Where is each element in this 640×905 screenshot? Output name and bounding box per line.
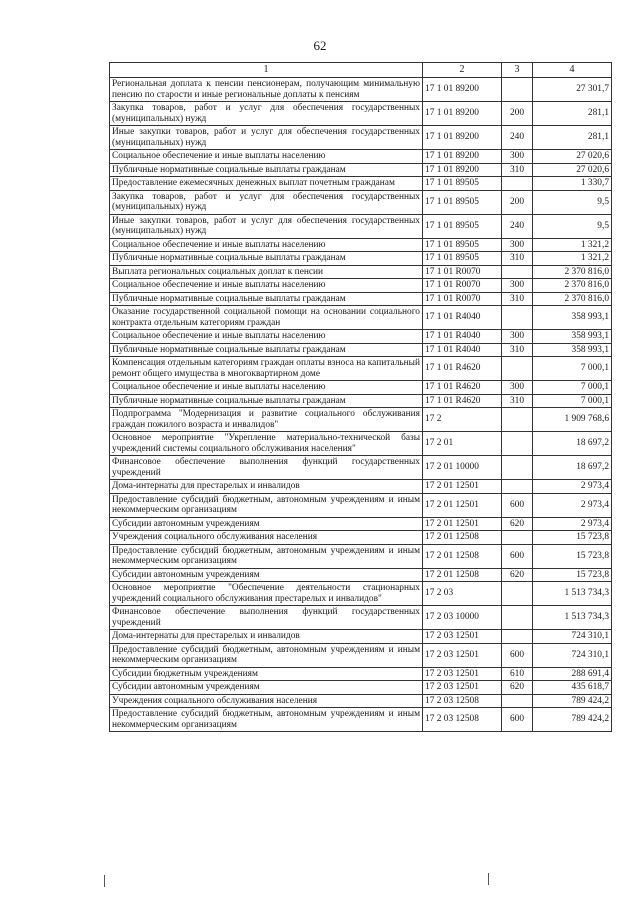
cell-code: 17 2 03 12501 bbox=[423, 681, 502, 695]
cell-code: 17 1 01 89200 bbox=[423, 78, 502, 102]
cell-type: 600 bbox=[502, 643, 533, 667]
cell-sum: 2 973,4 bbox=[533, 480, 612, 494]
cell-type: 610 bbox=[502, 667, 533, 681]
table-row bbox=[110, 517, 612, 531]
cell-name: Иные закупки товаров, работ и услуг для обеспечения государственных (муниципальных) нужд bbox=[110, 126, 423, 150]
cell-name: Основное мероприятие "Укрепление материально-технической базы учреждений системы социального обслуживания населения" bbox=[110, 432, 423, 456]
cell-type: 300 bbox=[502, 279, 533, 293]
cell-name: Предоставление ежемесячных денежных выплат почетным гражданам bbox=[110, 177, 423, 191]
cell-name: Основное мероприятие "Обеспечение деятельности стационарных учреждений социального обслуживания престарелых и инвалидов" bbox=[110, 582, 423, 606]
table-row bbox=[110, 78, 612, 102]
cell-type: 620 bbox=[502, 568, 533, 582]
cell-code: 17 2 03 10000 bbox=[423, 606, 502, 630]
table-row bbox=[110, 126, 612, 150]
cell-name: Закупка товаров, работ и услуг для обеспечения государственных (муниципальных) нужд bbox=[110, 190, 423, 214]
cell-name: Предоставление субсидий бюджетным, автономным учреждениям и иным некоммерческим организациям bbox=[110, 643, 423, 667]
cell-type: 240 bbox=[502, 214, 533, 238]
cell-name: Оказание государственной социальной помощи на основании социального контракта отдельным категориям граждан bbox=[110, 306, 423, 330]
cell-sum: 18 697,2 bbox=[533, 456, 612, 480]
table-header-row bbox=[110, 63, 612, 78]
cell-type bbox=[502, 582, 533, 606]
cell-name: Предоставление субсидий бюджетным, автономным учреждениям и иным некоммерческим организациям bbox=[110, 493, 423, 517]
cell-name: Субсидии автономным учреждениям bbox=[110, 681, 423, 695]
cell-name: Дома-интернаты для престарелых и инвалидов bbox=[110, 480, 423, 494]
cell-sum: 15 723,8 bbox=[533, 544, 612, 568]
cell-code: 17 1 01 89505 bbox=[423, 214, 502, 238]
cell-code: 17 1 01 R0070 bbox=[423, 292, 502, 306]
cell-code: 17 2 01 12501 bbox=[423, 517, 502, 531]
cell-sum: 358 993,1 bbox=[533, 330, 612, 344]
cell-code: 17 2 03 12501 bbox=[423, 643, 502, 667]
cell-sum: 2 370 816,0 bbox=[533, 279, 612, 293]
table-row bbox=[110, 214, 612, 238]
cell-code: 17 2 01 12508 bbox=[423, 544, 502, 568]
cell-name: Социальное обеспечение и иные выплаты населению bbox=[110, 381, 423, 395]
cell-type: 620 bbox=[502, 681, 533, 695]
table-row bbox=[110, 102, 612, 126]
cell-type bbox=[502, 606, 533, 630]
cell-sum: 789 424,2 bbox=[533, 708, 612, 732]
cell-type bbox=[502, 408, 533, 432]
table-row bbox=[110, 630, 612, 644]
cell-sum: 1 513 734,3 bbox=[533, 582, 612, 606]
cell-name: Социальное обеспечение и иные выплаты населению bbox=[110, 150, 423, 164]
cell-code: 17 1 01 89200 bbox=[423, 163, 502, 177]
cell-type: 600 bbox=[502, 544, 533, 568]
budget-table bbox=[109, 62, 612, 732]
cell-sum: 2 370 816,0 bbox=[533, 265, 612, 279]
cell-sum: 2 973,4 bbox=[533, 517, 612, 531]
cell-code: 17 1 01 R0070 bbox=[423, 265, 502, 279]
cell-type: 600 bbox=[502, 493, 533, 517]
cell-code: 17 1 01 R4040 bbox=[423, 343, 502, 357]
cell-name: Социальное обеспечение и иные выплаты населению bbox=[110, 279, 423, 293]
cell-name: Иные закупки товаров, работ и услуг для обеспечения государственных (муниципальных) нужд bbox=[110, 214, 423, 238]
cell-sum: 435 618,7 bbox=[533, 681, 612, 695]
cell-type bbox=[502, 456, 533, 480]
cell-code: 17 2 03 bbox=[423, 582, 502, 606]
scan-mark-left bbox=[104, 875, 105, 887]
cell-name: Публичные нормативные социальные выплаты гражданам bbox=[110, 163, 423, 177]
cell-code: 17 1 01 R4040 bbox=[423, 330, 502, 344]
cell-type: 240 bbox=[502, 126, 533, 150]
cell-type: 200 bbox=[502, 190, 533, 214]
cell-name: Публичные нормативные социальные выплаты гражданам bbox=[110, 292, 423, 306]
table-row bbox=[110, 408, 612, 432]
cell-type bbox=[502, 177, 533, 191]
table-row bbox=[110, 493, 612, 517]
cell-code: 17 1 01 R0070 bbox=[423, 279, 502, 293]
cell-code: 17 2 01 10000 bbox=[423, 456, 502, 480]
cell-code: 17 1 01 89505 bbox=[423, 190, 502, 214]
header-col-name: 1 bbox=[110, 63, 423, 78]
table-row bbox=[110, 330, 612, 344]
table-row bbox=[110, 343, 612, 357]
table-row bbox=[110, 582, 612, 606]
cell-sum: 2 370 816,0 bbox=[533, 292, 612, 306]
table-body bbox=[110, 78, 612, 732]
cell-type bbox=[502, 265, 533, 279]
cell-code: 17 2 03 12501 bbox=[423, 630, 502, 644]
cell-code: 17 2 01 12508 bbox=[423, 531, 502, 545]
cell-name: Подпрограмма "Модернизация и развитие социального обслуживания граждан пожилого возраста и инвалидов" bbox=[110, 408, 423, 432]
cell-type: 300 bbox=[502, 150, 533, 164]
table-row bbox=[110, 456, 612, 480]
cell-sum: 9,5 bbox=[533, 190, 612, 214]
cell-type: 620 bbox=[502, 517, 533, 531]
cell-type bbox=[502, 78, 533, 102]
cell-name: Публичные нормативные социальные выплаты гражданам bbox=[110, 252, 423, 266]
cell-sum: 7 000,1 bbox=[533, 394, 612, 408]
table-row bbox=[110, 694, 612, 708]
table-row bbox=[110, 681, 612, 695]
cell-sum: 1 513 734,3 bbox=[533, 606, 612, 630]
cell-name: Предоставление субсидий бюджетным, автономным учреждениям и иным некоммерческим организациям bbox=[110, 708, 423, 732]
cell-name: Компенсация отдельным категориям граждан оплаты взноса на капитальный ремонт общего имущества в многоквартирном доме bbox=[110, 357, 423, 381]
cell-sum: 2 973,4 bbox=[533, 493, 612, 517]
cell-sum: 281,1 bbox=[533, 126, 612, 150]
cell-name: Региональная доплата к пенсии пенсионерам, получающим минимальную пенсию по старости и иные региональные доплаты к пенсиям bbox=[110, 78, 423, 102]
table-row bbox=[110, 150, 612, 164]
cell-sum: 15 723,8 bbox=[533, 568, 612, 582]
page-number: 62 bbox=[313, 38, 327, 53]
table-row bbox=[110, 279, 612, 293]
cell-code: 17 2 01 12508 bbox=[423, 568, 502, 582]
table-row bbox=[110, 163, 612, 177]
header-col-sum: 4 bbox=[533, 63, 612, 78]
table-row bbox=[110, 568, 612, 582]
table-row bbox=[110, 432, 612, 456]
cell-sum: 1 321,2 bbox=[533, 238, 612, 252]
table-row bbox=[110, 667, 612, 681]
cell-type: 300 bbox=[502, 381, 533, 395]
cell-code: 17 1 01 89200 bbox=[423, 102, 502, 126]
cell-sum: 27 020,6 bbox=[533, 150, 612, 164]
cell-sum: 358 993,1 bbox=[533, 306, 612, 330]
cell-name: Закупка товаров, работ и услуг для обеспечения государственных (муниципальных) нужд bbox=[110, 102, 423, 126]
cell-name: Субсидии автономным учреждениям bbox=[110, 517, 423, 531]
cell-sum: 724 310,1 bbox=[533, 643, 612, 667]
table-row bbox=[110, 531, 612, 545]
cell-name: Дома-интернаты для престарелых и инвалидов bbox=[110, 630, 423, 644]
cell-type bbox=[502, 357, 533, 381]
cell-type bbox=[502, 630, 533, 644]
cell-name: Социальное обеспечение и иные выплаты населению bbox=[110, 330, 423, 344]
table-row bbox=[110, 708, 612, 732]
cell-code: 17 1 01 R4620 bbox=[423, 381, 502, 395]
cell-code: 17 1 01 89505 bbox=[423, 238, 502, 252]
cell-type: 310 bbox=[502, 343, 533, 357]
cell-code: 17 1 01 R4040 bbox=[423, 306, 502, 330]
table-row bbox=[110, 643, 612, 667]
cell-type: 200 bbox=[502, 102, 533, 126]
cell-code: 17 2 01 12501 bbox=[423, 480, 502, 494]
cell-name: Финансовое обеспечение выполнения функций государственных учреждений bbox=[110, 606, 423, 630]
cell-name: Финансовое обеспечение выполнения функций государственных учреждений bbox=[110, 456, 423, 480]
cell-name: Субсидии бюджетным учреждениям bbox=[110, 667, 423, 681]
table-row bbox=[110, 544, 612, 568]
cell-code: 17 2 01 bbox=[423, 432, 502, 456]
cell-name: Публичные нормативные социальные выплаты гражданам bbox=[110, 394, 423, 408]
cell-name: Предоставление субсидий бюджетным, автономным учреждениям и иным некоммерческим организациям bbox=[110, 544, 423, 568]
cell-sum: 358 993,1 bbox=[533, 343, 612, 357]
cell-code: 17 1 01 R4620 bbox=[423, 394, 502, 408]
cell-sum: 27 301,7 bbox=[533, 78, 612, 102]
table-row bbox=[110, 190, 612, 214]
cell-code: 17 2 03 12508 bbox=[423, 694, 502, 708]
table-row bbox=[110, 357, 612, 381]
header-col-code: 2 bbox=[423, 63, 502, 78]
table-row bbox=[110, 265, 612, 279]
table-row bbox=[110, 480, 612, 494]
cell-code: 17 2 01 12501 bbox=[423, 493, 502, 517]
header-col-type: 3 bbox=[502, 63, 533, 78]
table-row bbox=[110, 306, 612, 330]
cell-type bbox=[502, 432, 533, 456]
cell-code: 17 1 01 89200 bbox=[423, 126, 502, 150]
cell-sum: 1 909 768,6 bbox=[533, 408, 612, 432]
cell-sum: 7 000,1 bbox=[533, 381, 612, 395]
cell-type: 310 bbox=[502, 163, 533, 177]
cell-sum: 724 310,1 bbox=[533, 630, 612, 644]
table-row bbox=[110, 238, 612, 252]
cell-sum: 281,1 bbox=[533, 102, 612, 126]
cell-code: 17 1 01 89505 bbox=[423, 252, 502, 266]
cell-name: Выплата региональных социальных доплат к пенсии bbox=[110, 265, 423, 279]
cell-type bbox=[502, 694, 533, 708]
scan-mark-center bbox=[488, 873, 489, 885]
cell-sum: 18 697,2 bbox=[533, 432, 612, 456]
cell-type: 600 bbox=[502, 708, 533, 732]
cell-type bbox=[502, 480, 533, 494]
table-row bbox=[110, 177, 612, 191]
cell-name: Социальное обеспечение и иные выплаты населению bbox=[110, 238, 423, 252]
cell-sum: 7 000,1 bbox=[533, 357, 612, 381]
cell-code: 17 1 01 89505 bbox=[423, 177, 502, 191]
cell-type: 310 bbox=[502, 292, 533, 306]
cell-sum: 15 723,8 bbox=[533, 531, 612, 545]
cell-code: 17 2 03 12508 bbox=[423, 708, 502, 732]
table-row bbox=[110, 252, 612, 266]
cell-type: 300 bbox=[502, 238, 533, 252]
cell-sum: 27 020,6 bbox=[533, 163, 612, 177]
cell-name: Учреждения социального обслуживания населения bbox=[110, 694, 423, 708]
table-row bbox=[110, 394, 612, 408]
cell-name: Публичные нормативные социальные выплаты гражданам bbox=[110, 343, 423, 357]
table-row bbox=[110, 381, 612, 395]
cell-type bbox=[502, 531, 533, 545]
cell-code: 17 1 01 R4620 bbox=[423, 357, 502, 381]
cell-name: Учреждения социального обслуживания населения bbox=[110, 531, 423, 545]
cell-sum: 9,5 bbox=[533, 214, 612, 238]
cell-type bbox=[502, 306, 533, 330]
cell-type: 310 bbox=[502, 252, 533, 266]
cell-type: 300 bbox=[502, 330, 533, 344]
cell-code: 17 2 03 12501 bbox=[423, 667, 502, 681]
cell-type: 310 bbox=[502, 394, 533, 408]
table-row bbox=[110, 292, 612, 306]
table-row bbox=[110, 606, 612, 630]
cell-name: Субсидии автономным учреждениям bbox=[110, 568, 423, 582]
cell-sum: 1 321,2 bbox=[533, 252, 612, 266]
cell-sum: 1 330,7 bbox=[533, 177, 612, 191]
cell-sum: 789 424,2 bbox=[533, 694, 612, 708]
cell-code: 17 1 01 89200 bbox=[423, 150, 502, 164]
cell-sum: 288 691,4 bbox=[533, 667, 612, 681]
cell-code: 17 2 bbox=[423, 408, 502, 432]
